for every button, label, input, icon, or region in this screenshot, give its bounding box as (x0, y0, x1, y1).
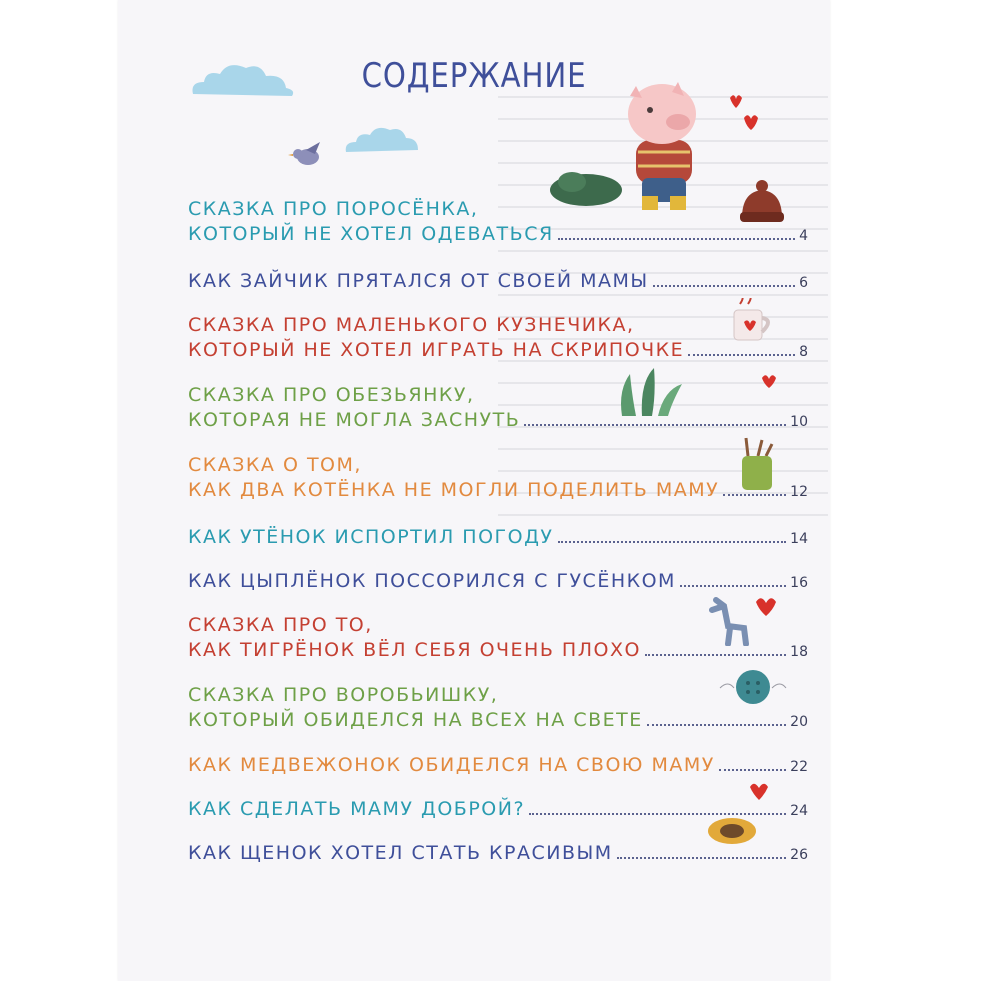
page-title: СОДЕРЖАНИЕ (361, 56, 587, 96)
toc-page-number: 6 (799, 275, 808, 291)
toc-entry-title-line1: СКАЗКА ПРО ТО, (188, 614, 373, 636)
dot-leader (524, 424, 786, 426)
toc-page-number: 10 (790, 414, 808, 430)
toc-page-number: 16 (790, 575, 808, 591)
toc-entry[interactable] (188, 314, 808, 364)
toc-entry[interactable] (188, 754, 808, 779)
toc-entry-title-line2: КАК УТЁНОК ИСПОРТИЛ ПОГОДУ (188, 526, 554, 548)
toc-entry-title-line1: СКАЗКА ПРО ВОРОБЬИШКУ, (188, 684, 499, 706)
toc-entry-title-line2: КОТОРЫЙ НЕ ХОТЕЛ ИГРАТЬ НА СКРИПОЧКЕ (188, 339, 685, 361)
toc-entry-title-line2: КАК ЦЫПЛЁНОК ПОССОРИЛСЯ С ГУСЁНКОМ (188, 570, 676, 592)
dot-leader (558, 238, 795, 240)
toc-entry-title-line2: КОТОРАЯ НЕ МОГЛА ЗАСНУТЬ (188, 409, 521, 431)
toc-page-number: 8 (799, 344, 808, 360)
toc-entry-title-line2: КАК ТИГРЁНОК ВЁЛ СЕБЯ ОЧЕНЬ ПЛОХО (188, 639, 641, 661)
dot-leader (617, 857, 787, 859)
toc-entry[interactable] (188, 270, 808, 295)
toc-entry-title-line2: КАК ЗАЙЧИК ПРЯТАЛСЯ ОТ СВОЕЙ МАМЫ (188, 270, 649, 292)
bird-icon (288, 140, 330, 170)
toc-page-number: 24 (790, 803, 808, 819)
toc-page-number: 20 (790, 714, 808, 730)
toc-entry-title-line2: КАК СДЕЛАТЬ МАМУ ДОБРОЙ? (188, 798, 526, 820)
book-page (118, 0, 830, 981)
toc-entry[interactable] (188, 526, 808, 551)
toc-entry[interactable] (188, 384, 808, 434)
toc-page-number: 26 (790, 847, 808, 863)
dot-leader (645, 654, 786, 656)
toc-page-number: 22 (790, 759, 808, 775)
toc-entry-title-line2: КОТОРЫЙ НЕ ХОТЕЛ ОДЕВАТЬСЯ (188, 223, 554, 245)
dot-leader (723, 494, 786, 496)
toc-entry-title-line2: КАК ДВА КОТЁНКА НЕ МОГЛИ ПОДЕЛИТЬ МАМУ (188, 479, 720, 501)
dot-leader (647, 724, 786, 726)
toc-entry-title-line2: КОТОРЫЙ ОБИДЕЛСЯ НА ВСЕХ НА СВЕТЕ (188, 709, 643, 731)
toc-entry[interactable] (188, 842, 808, 867)
toc-page-number: 14 (790, 531, 808, 547)
toc-page-number: 12 (790, 484, 808, 500)
dot-leader (653, 285, 795, 287)
toc-entry[interactable] (188, 198, 808, 248)
toc-entry-title-line1: СКАЗКА ПРО МАЛЕНЬКОГО КУЗНЕЧИКА, (188, 314, 635, 336)
toc-entry-title-line1: СКАЗКА ПРО ПОРОСЁНКА, (188, 198, 479, 220)
dot-leader (558, 541, 787, 543)
toc-entry-title-line1: СКАЗКА О ТОМ, (188, 454, 362, 476)
toc-entry-title-line2: КАК ЩЕНОК ХОТЕЛ СТАТЬ КРАСИВЫМ (188, 842, 613, 864)
dot-leader (529, 813, 786, 815)
toc-entry-title-line2: КАК МЕДВЕЖОНОК ОБИДЕЛСЯ НА СВОЮ МАМУ (188, 754, 715, 776)
toc-entry[interactable] (188, 614, 808, 664)
dot-leader (688, 354, 795, 356)
toc-page-number: 18 (790, 644, 808, 660)
toc-entry-title-line1: СКАЗКА ПРО ОБЕЗЬЯНКУ, (188, 384, 475, 406)
toc-entry[interactable] (188, 684, 808, 734)
toc-entry[interactable] (188, 454, 808, 504)
cloud-icon (342, 120, 422, 156)
toc-entry[interactable] (188, 798, 808, 823)
pig-illustration (546, 78, 726, 218)
dot-leader (680, 585, 786, 587)
toc-page-number: 4 (799, 228, 808, 244)
heart-icon (724, 92, 762, 134)
dot-leader (719, 769, 786, 771)
toc-entry[interactable] (188, 570, 808, 595)
